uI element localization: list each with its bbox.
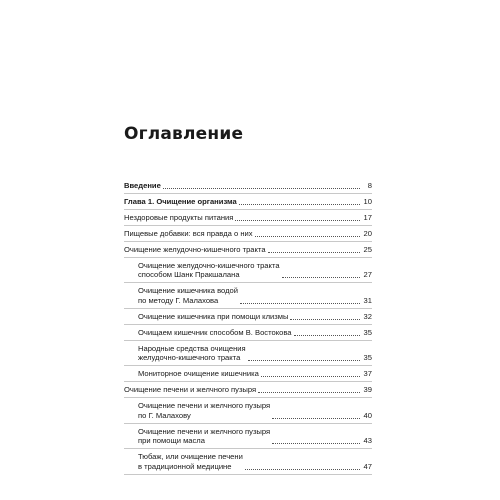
dot-leader	[245, 469, 360, 470]
dot-leader	[272, 418, 360, 419]
toc-entry-title: Очищаем кишечник способом В. Востокова	[138, 327, 292, 337]
dot-leader	[258, 392, 360, 393]
dot-leader	[240, 303, 360, 304]
toc-entry[interactable]	[124, 283, 372, 308]
toc-entry[interactable]	[124, 449, 372, 474]
toc-entry[interactable]	[124, 226, 372, 242]
toc-entry-page: 20	[363, 228, 372, 238]
dot-leader	[248, 360, 360, 361]
toc-entry-title: Пищевые добавки: вся правда о них	[124, 228, 253, 238]
toc-entry-title: Глава 1. Очищение организма	[124, 196, 237, 206]
toc-entry[interactable]	[124, 398, 372, 423]
toc-entry-page: 17	[363, 212, 372, 222]
toc-entry[interactable]	[124, 309, 372, 325]
toc-entry[interactable]	[124, 341, 372, 366]
dot-leader	[239, 204, 360, 205]
toc-entry-title: Очищение желудочно-кишечного тракта способом Шанк Пракшалана	[138, 260, 280, 280]
toc-entry-page: 8	[367, 181, 372, 190]
toc-entry-page: 27	[363, 270, 372, 280]
dot-leader	[290, 319, 360, 320]
toc-entry-title: Нездоровые продукты питания	[124, 212, 234, 222]
page-title: Оглавление	[124, 124, 244, 144]
toc-entry[interactable]	[124, 382, 372, 398]
toc-entry-title: Очищение кишечника при помощи клизмы	[138, 311, 289, 321]
toc-entry[interactable]	[124, 325, 372, 341]
toc-entry-page: 10	[363, 196, 372, 206]
toc-entry-page: 43	[363, 436, 372, 446]
toc-entry-page: 35	[363, 353, 372, 363]
toc-entry-title: Очищение кишечника водой по методу Г. Малахова	[138, 286, 239, 305]
toc-entry-page: 32	[363, 311, 372, 321]
toc-entry[interactable]	[124, 424, 372, 449]
toc-entry-title: Тюбаж, или очищение печени в традиционной медицине	[138, 452, 243, 471]
toc-entry-page: 40	[363, 410, 372, 420]
dot-leader	[163, 188, 360, 189]
toc-entry[interactable]	[124, 194, 372, 210]
dot-leader	[255, 236, 360, 237]
toc-entry-title: Очищение печени и желчного пузыря при помощи масла	[138, 426, 271, 446]
toc-entry-page: 25	[363, 244, 372, 254]
dot-leader	[282, 277, 360, 278]
toc-entry-title: Мониторное очищение кишечника	[138, 369, 259, 379]
toc-entry-page: 35	[363, 327, 372, 337]
toc-entry[interactable]	[124, 258, 372, 283]
dot-leader	[272, 443, 360, 444]
toc-entry-title: Очищение печени и желчного пузыря по Г. Малахову	[138, 401, 271, 420]
toc-entry-page: 39	[363, 385, 372, 395]
dot-leader	[235, 220, 360, 221]
dot-leader	[261, 376, 360, 377]
dot-leader	[294, 335, 360, 336]
table-of-contents	[124, 178, 372, 475]
toc-entry[interactable]	[124, 242, 372, 258]
toc-entry-page: 37	[363, 369, 372, 379]
toc-entry-title: Очищение печени и желчного пузыря	[124, 385, 257, 395]
toc-entry-page: 31	[363, 295, 372, 305]
dot-leader	[268, 252, 360, 253]
toc-entry-title: Народные средства очищения желудочно-кишечного тракта	[138, 343, 246, 363]
toc-entry[interactable]	[124, 178, 372, 194]
toc-entry-title: Введение	[124, 181, 161, 190]
toc-entry-page: 47	[363, 461, 372, 471]
toc-entry[interactable]	[124, 210, 372, 226]
toc-entry-title: Очищение желудочно-кишечного тракта	[124, 244, 266, 254]
toc-entry[interactable]	[124, 366, 372, 382]
